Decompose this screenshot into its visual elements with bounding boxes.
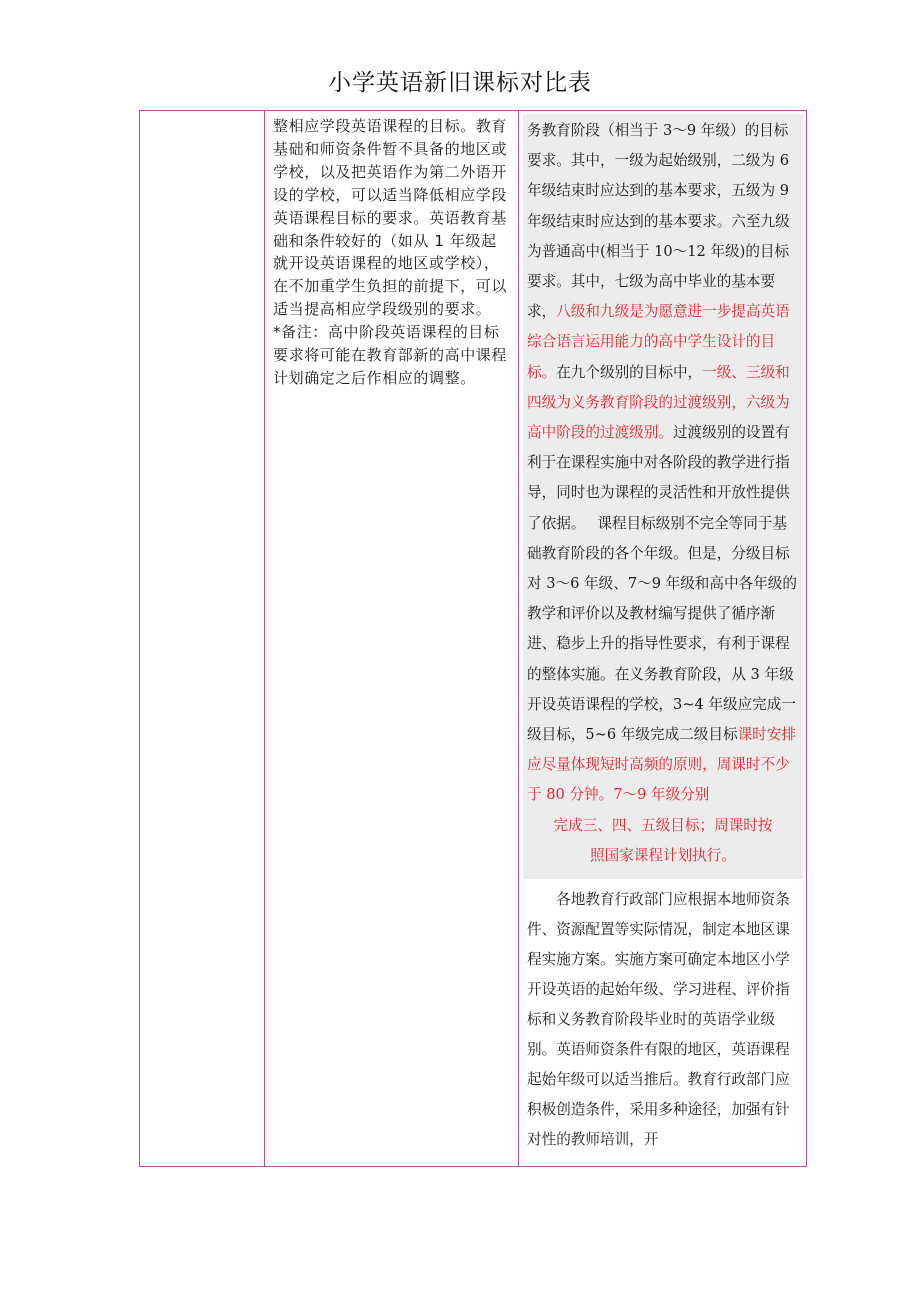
category-column: [140, 111, 265, 1166]
new-text-segment: 课程目标级别不完全等同于基础教育阶段的各个年级。但是，分级目标对 3～6 年级、7～9 年级和高中各年级的教学和评价以及教材编写提供了循序渐进、稳步上升的指导性要求，有利于课程的整体实施。在义务教育阶段，从 3 年级开设英语课程的学校，3~4 年级应完成一级目标，5~6 年级完成二级目标: [527, 514, 797, 744]
old-standard-text: 整相应学段英语课程的目标。教育基础和师资条件暂不具备的地区或学校，以及把英语作为第二外语开设的学校，可以适当降低相应学段英语课程目标的要求。英语教育基础和条件较好的（如从 1 年级起就开设英语课程的地区或学校），在不加重学生负担的前提下，可以适当提高相应学段级别的要求。: [273, 117, 508, 319]
old-standard-note: *备注：高中阶段英语课程的目标要求将可能在教育部新的高中课程计划确定之后作相应的调整。: [273, 323, 508, 387]
new-standard-column: [519, 111, 806, 1166]
new-standard-paragraph: 各地教育行政部门应根据本地师资条件、资源配置等实际情况，制定本地区课程实施方案。实施方案可确定本地区小学开设英语的起始年级、学习进程、评价指标和义务教育阶段毕业时的英语学业级别。英语师资条件有限的地区，英语课程起始年级可以适当推后。教育行政部门应积极创造条件，采用多种途径，加强有针对性的教师培训，开: [527, 891, 790, 1149]
highlighted-text: 照国家课程计划执行。: [590, 846, 736, 864]
highlighted-text: 一级、三级和四级为义务教育阶段的过渡级别，六级为高中阶段的过渡级别。: [527, 363, 790, 442]
highlighted-text: 八级和九级是为愿意进一步提高英语综合语言运用能力的高中学生设计的目标。: [527, 303, 790, 381]
new-text-segment: 过渡级别的设置有利于在课程实施中对各阶段的教学进行指导，同时也为课程的灵活性和开放性提供了依据。: [527, 424, 790, 532]
highlighted-text: 完成三、四、五级目标；周课时按: [553, 816, 773, 834]
highlighted-text: 课时安排应尽量体现短时高频的原则，周课时不少于 80 分钟。7～9 年级分别: [527, 726, 796, 804]
page-title: 小学英语新旧课标对比表: [328, 70, 592, 96]
old-standard-column: [265, 111, 519, 1166]
comparison-table: [139, 110, 807, 1167]
new-text-segment: 在九个级别的目标中，: [556, 363, 703, 381]
new-text-segment: 务教育阶段（相当于 3～9 年级）的目标要求。其中，一级为起始级别，二级为 6 年级结束时应达到的基本要求，五级为 9 年级结束时应达到的基本要求。六至九级为普通高中(相当于 10～12 年级)的目标要求。其中，七级为高中毕业的基本要求，: [527, 122, 790, 321]
new-standard-shaded-block: [523, 114, 803, 879]
